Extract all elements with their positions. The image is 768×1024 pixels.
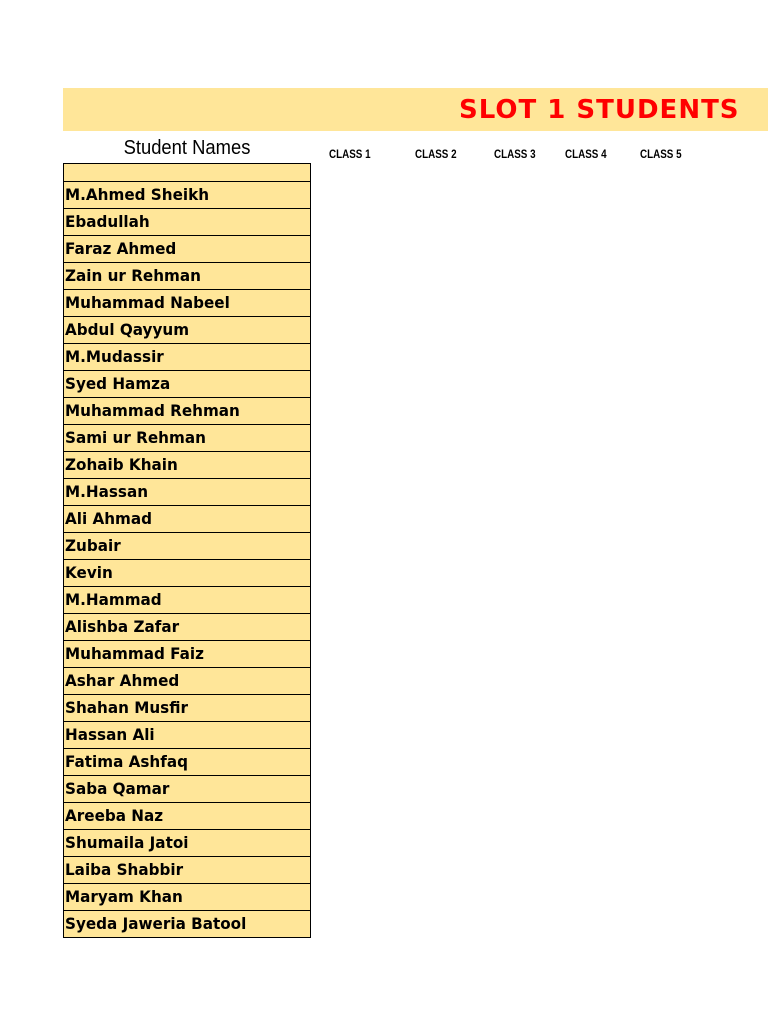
table-row <box>64 506 311 533</box>
student-name-cell[interactable] <box>64 533 311 560</box>
student-name: Hassan Ali <box>65 725 155 744</box>
student-name: Sami ur Rehman <box>65 428 206 447</box>
student-name: Kevin <box>65 563 113 582</box>
student-name: Muhammad Nabeel <box>65 293 230 312</box>
student-name-cell[interactable] <box>64 911 311 938</box>
table-row <box>64 722 311 749</box>
table-row <box>64 398 311 425</box>
student-name-cell[interactable] <box>64 263 311 290</box>
student-name: Muhammad Rehman <box>65 401 240 420</box>
student-names-table <box>63 163 311 938</box>
student-name: M.Hammad <box>65 590 162 609</box>
student-name-cell[interactable] <box>64 560 311 587</box>
student-name: Maryam Khan <box>65 887 183 906</box>
student-name-cell[interactable] <box>64 749 311 776</box>
student-name: Alishba Zafar <box>65 617 180 636</box>
student-name-cell[interactable] <box>64 722 311 749</box>
student-name: M.Ahmed Sheikh <box>65 185 210 204</box>
table-row <box>64 776 311 803</box>
table-row <box>64 695 311 722</box>
student-name: Ali Ahmad <box>65 509 153 528</box>
student-name: Shumaila Jatoi <box>65 833 189 852</box>
student-name: Laiba Shabbir <box>65 860 184 879</box>
student-name-cell[interactable] <box>64 695 311 722</box>
table-row <box>64 857 311 884</box>
table-row <box>64 290 311 317</box>
student-name: Zain ur Rehman <box>65 266 201 285</box>
student-name-cell[interactable] <box>64 317 311 344</box>
student-name: Ebadullah <box>65 212 150 231</box>
class-5-header: CLASS 5 <box>640 147 682 161</box>
table-row <box>64 452 311 479</box>
student-name-cell[interactable] <box>64 398 311 425</box>
table-row <box>64 641 311 668</box>
student-name-cell[interactable] <box>64 452 311 479</box>
student-name-cell[interactable] <box>64 830 311 857</box>
table-row <box>64 236 311 263</box>
table-row <box>64 164 311 182</box>
table-row <box>64 344 311 371</box>
student-name: Syeda Jaweria Batool <box>65 914 247 933</box>
table-row <box>64 884 311 911</box>
table-row <box>64 425 311 452</box>
student-name-cell[interactable] <box>64 668 311 695</box>
student-name-cell[interactable] <box>64 290 311 317</box>
table-row <box>64 182 311 209</box>
class-1-header: CLASS 1 <box>329 147 371 161</box>
student-name: Areeba Naz <box>65 806 164 825</box>
student-name-cell[interactable] <box>64 587 311 614</box>
student-name-cell[interactable] <box>64 371 311 398</box>
student-name-cell[interactable] <box>64 776 311 803</box>
student-names-body <box>64 164 311 938</box>
student-name: Fatima Ashfaq <box>65 752 188 771</box>
table-row <box>64 371 311 398</box>
student-name-cell[interactable] <box>64 803 311 830</box>
student-names-header: Student Names <box>123 137 251 159</box>
student-name-cell[interactable] <box>64 641 311 668</box>
student-name-cell[interactable] <box>64 182 311 209</box>
student-name: Zohaib Khain <box>65 455 178 474</box>
student-name: Ashar Ahmed <box>65 671 180 690</box>
table-row <box>64 533 311 560</box>
table-row <box>64 803 311 830</box>
student-name-cell[interactable] <box>64 884 311 911</box>
student-name-cell[interactable] <box>64 857 311 884</box>
student-name: Muhammad Faiz <box>65 644 204 663</box>
banner-title: SLOT 1 STUDENTS <box>459 95 740 125</box>
student-name-cell[interactable] <box>64 425 311 452</box>
student-name: Zubair <box>65 536 121 555</box>
student-name: Shahan Musfir <box>65 698 188 717</box>
student-name: M.Mudassir <box>65 347 164 366</box>
class-2-header: CLASS 2 <box>415 147 457 161</box>
title-banner <box>63 88 768 131</box>
table-row <box>64 911 311 938</box>
class-4-header: CLASS 4 <box>565 147 607 161</box>
student-name-cell[interactable] <box>64 479 311 506</box>
table-row <box>64 749 311 776</box>
student-name: Syed Hamza <box>65 374 171 393</box>
student-name-cell[interactable] <box>64 209 311 236</box>
table-row <box>64 479 311 506</box>
student-name-cell[interactable] <box>64 506 311 533</box>
student-name-cell[interactable] <box>64 614 311 641</box>
table-row <box>64 830 311 857</box>
student-name: Abdul Qayyum <box>65 320 190 339</box>
table-row <box>64 614 311 641</box>
student-name-cell[interactable] <box>64 164 311 182</box>
class-3-header: CLASS 3 <box>494 147 536 161</box>
table-row <box>64 587 311 614</box>
student-name: Saba Qamar <box>65 779 170 798</box>
student-name-cell[interactable] <box>64 236 311 263</box>
table-row <box>64 317 311 344</box>
table-row <box>64 209 311 236</box>
table-row <box>64 668 311 695</box>
student-name: M.Hassan <box>65 482 149 501</box>
table-row <box>64 263 311 290</box>
table-row <box>64 560 311 587</box>
student-name-cell[interactable] <box>64 344 311 371</box>
student-name: Faraz Ahmed <box>65 239 177 258</box>
